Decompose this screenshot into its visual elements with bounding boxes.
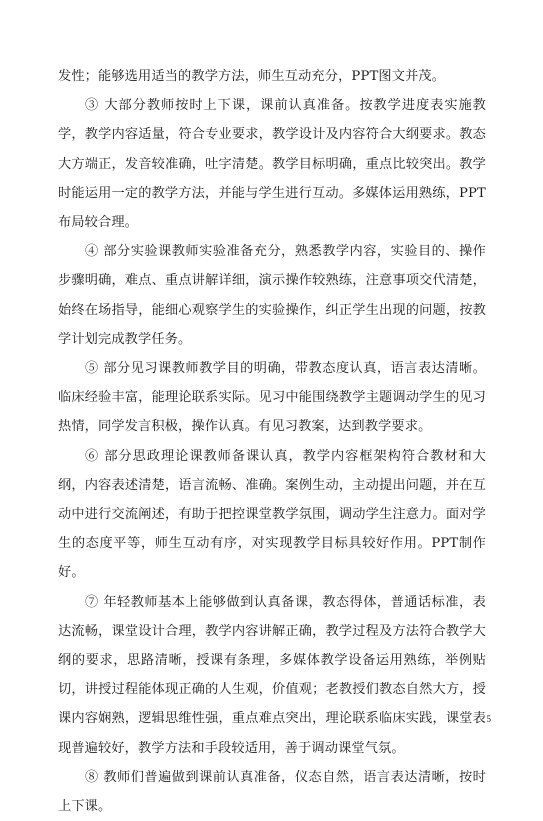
paragraph-item-3: ③ 大部分教师按时上下课，课前认真准备。按教学进度表实施教学，教学内容适量，符合专业要求，教学设计及内容符合大纲要求。教态大方端正，发音较准确，吐字清楚。教学目标明确，重点比较突出。教学时能运用一定的教学方法，并能与学生进行互动。多媒体运用熟练，PPT布局较合理。	[58, 98, 486, 231]
document-body	[58, 62, 486, 821]
paragraph-item-8: ⑧ 教师们普遍做到课前认真准备，仪态自然，语言表达清晰，按时上下课。	[58, 769, 486, 815]
page-number: 5	[486, 714, 491, 724]
paragraph-item-4: ④ 部分实验课教师实验准备充分，熟悉教学内容，实验目的、操作步骤明确，难点、重点讲解详细，演示操作较熟练，注意事项交代清楚，始终在场指导，能细心观察学生的实验操作，纠正学生出现的问题，按教学计划完成教学任务。	[58, 244, 486, 347]
paragraph-item-6: ⑥ 部分思政理论课教师备课认真，教学内容框架构符合教材和大纲，内容表述清楚，语言流畅、准确。案例生动，主动提出问题，并在互动中进行交流阐述，有助于把控课堂教学氛围，调动学生注意力。面对学生的态度平等，师生互动有序，对实现教学目标具较好作用。PPT制作好。	[58, 448, 486, 581]
paragraph-continuation: 发性；能够选用适当的教学方法，师生互动充分，PPT图文并茂。	[58, 69, 446, 84]
paragraph-item-7: ⑦ 年轻教师基本上能够做到认真备课，教态得体，普通话标准，表达流畅，课堂设计合理，教学内容讲解正确，教学过程及方法符合教学大纲的要求，思路清晰，授课有条理，多媒体教学设备运用熟练，举例贴切，讲授过程能体现正确的人生观，价值观；老教授们教态自然大方，授课内容娴熟，逻辑思维性强，重点难点突出，理论联系临床实践，课堂表现普遍较好，教学方法和手段较适用，善于调动课堂气氛。	[58, 594, 486, 756]
paragraph-item-5: ⑤ 部分见习课教师教学目的明确，带教态度认真，语言表达清晰。临床经验丰富，能理论联系实际。见习中能围绕教学主题调动学生的见习热情，同学发言积极，操作认真。有见习教案，达到教学要求。	[58, 361, 486, 435]
